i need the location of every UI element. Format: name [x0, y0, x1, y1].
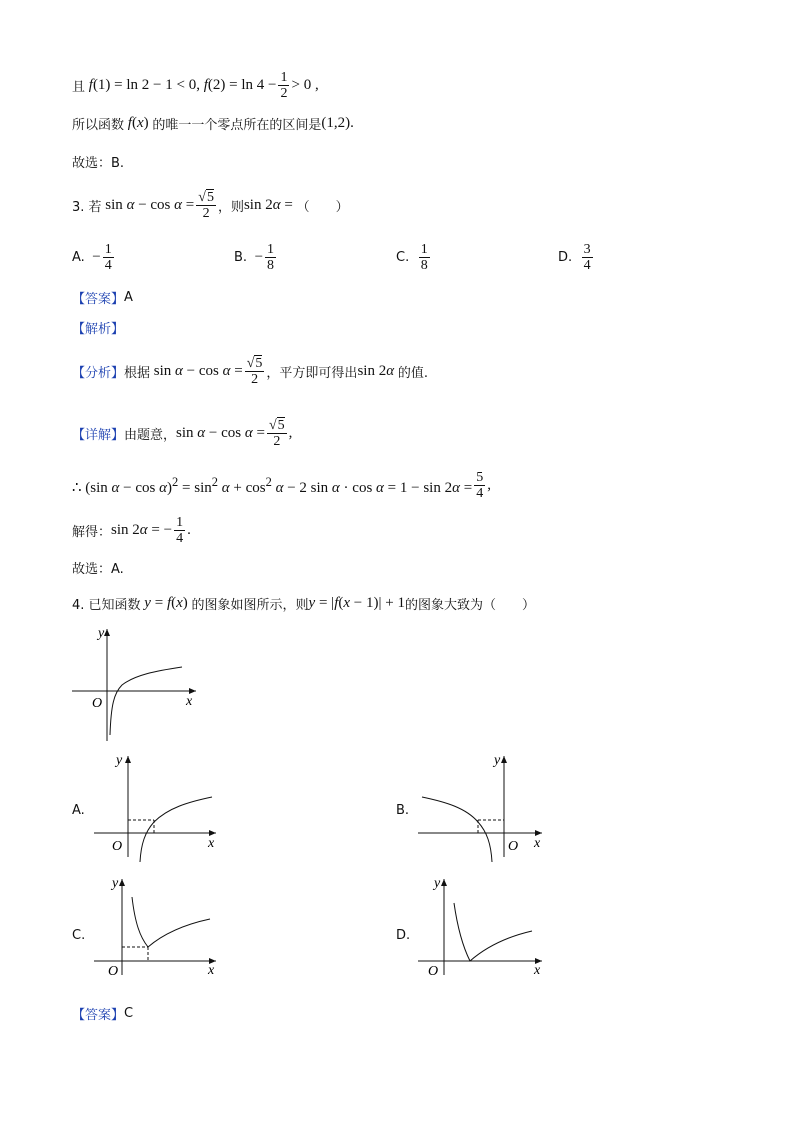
graph-c-label: C.	[72, 928, 86, 943]
axis-x: x	[186, 694, 193, 709]
analysis-tag: 【解析】	[72, 322, 125, 337]
axis-y: y	[434, 876, 441, 891]
graph-a-label: A.	[72, 803, 85, 818]
graph-c	[90, 875, 220, 980]
detail-line: 【详解】 由题意， sin α − cos α = $\frac{√5}{2}$ ,	[72, 418, 293, 449]
graph-a	[90, 752, 220, 862]
axis-x: x	[208, 836, 215, 851]
answer-c-line: 【答案】 C	[72, 1006, 134, 1023]
graph-d-label: D.	[396, 928, 411, 943]
answer-b-line: 故选：B.	[72, 156, 125, 171]
axis-x: x	[534, 963, 541, 978]
answer-line: 【答案】 A	[72, 290, 133, 307]
axis-x: x	[208, 963, 215, 978]
axis-o: O	[108, 964, 119, 979]
axis-y: y	[494, 753, 501, 768]
option-a: A. − $\frac{1}{4}$	[72, 242, 112, 273]
axis-x: x	[534, 836, 541, 851]
cond-prefix: 且	[72, 80, 86, 95]
question-4: 4. 已知函数 y = f(x) 的图象如图所示，则 y = |f(x − 1)| + 1 的图象大致为（ ）	[72, 595, 535, 613]
question-3: 3. 若 sin α − cos α = $\frac{√5}{2}$ ，则 sin 2α = （ ）	[72, 190, 349, 221]
axis-o: O	[112, 839, 123, 854]
analysis-line: 【分析】 根据 sin α − cos α = $\frac{√5}{2}$ ，平方即可得出 sin 2α 的值.	[72, 356, 428, 387]
option-d: D. $\frac{3}{4}$	[558, 242, 591, 273]
axis-y: y	[98, 626, 105, 641]
axis-o: O	[508, 839, 519, 854]
condition-line: 且 f(1) = ln 2 − 1 < 0, f(2) = ln 4 − $\frac{1}{2}$ > 0 ,	[72, 70, 319, 101]
axis-o: O	[92, 696, 103, 711]
graph-b	[414, 752, 549, 862]
graph-b-label: B.	[396, 803, 410, 818]
axis-o: O	[428, 964, 439, 979]
option-b: B. − $\frac{1}{8}$	[234, 242, 275, 273]
axis-y: y	[116, 753, 123, 768]
derivation-line: ∴ (sin $\alpha - \cos \alpha)^2 = \sin^2 \alpha + \cos^2 \alpha - 2$ sin α · cos α = 1 − sin 2α = $\frac{5}{4}$ ,	[72, 470, 491, 501]
conclusion-line: 所以函数 f(x) 的唯一一个零点所在的区间是 (1,2).	[72, 115, 354, 133]
answer-a-line: 故选：A.	[72, 562, 124, 577]
axis-y: y	[112, 876, 119, 891]
graph-d	[414, 875, 549, 980]
option-c: C. $\frac{1}{8}$	[396, 242, 428, 273]
solve-line: 解得： sin 2α = − $\frac{1}{4}$ .	[72, 515, 191, 546]
graph-f	[70, 625, 200, 745]
